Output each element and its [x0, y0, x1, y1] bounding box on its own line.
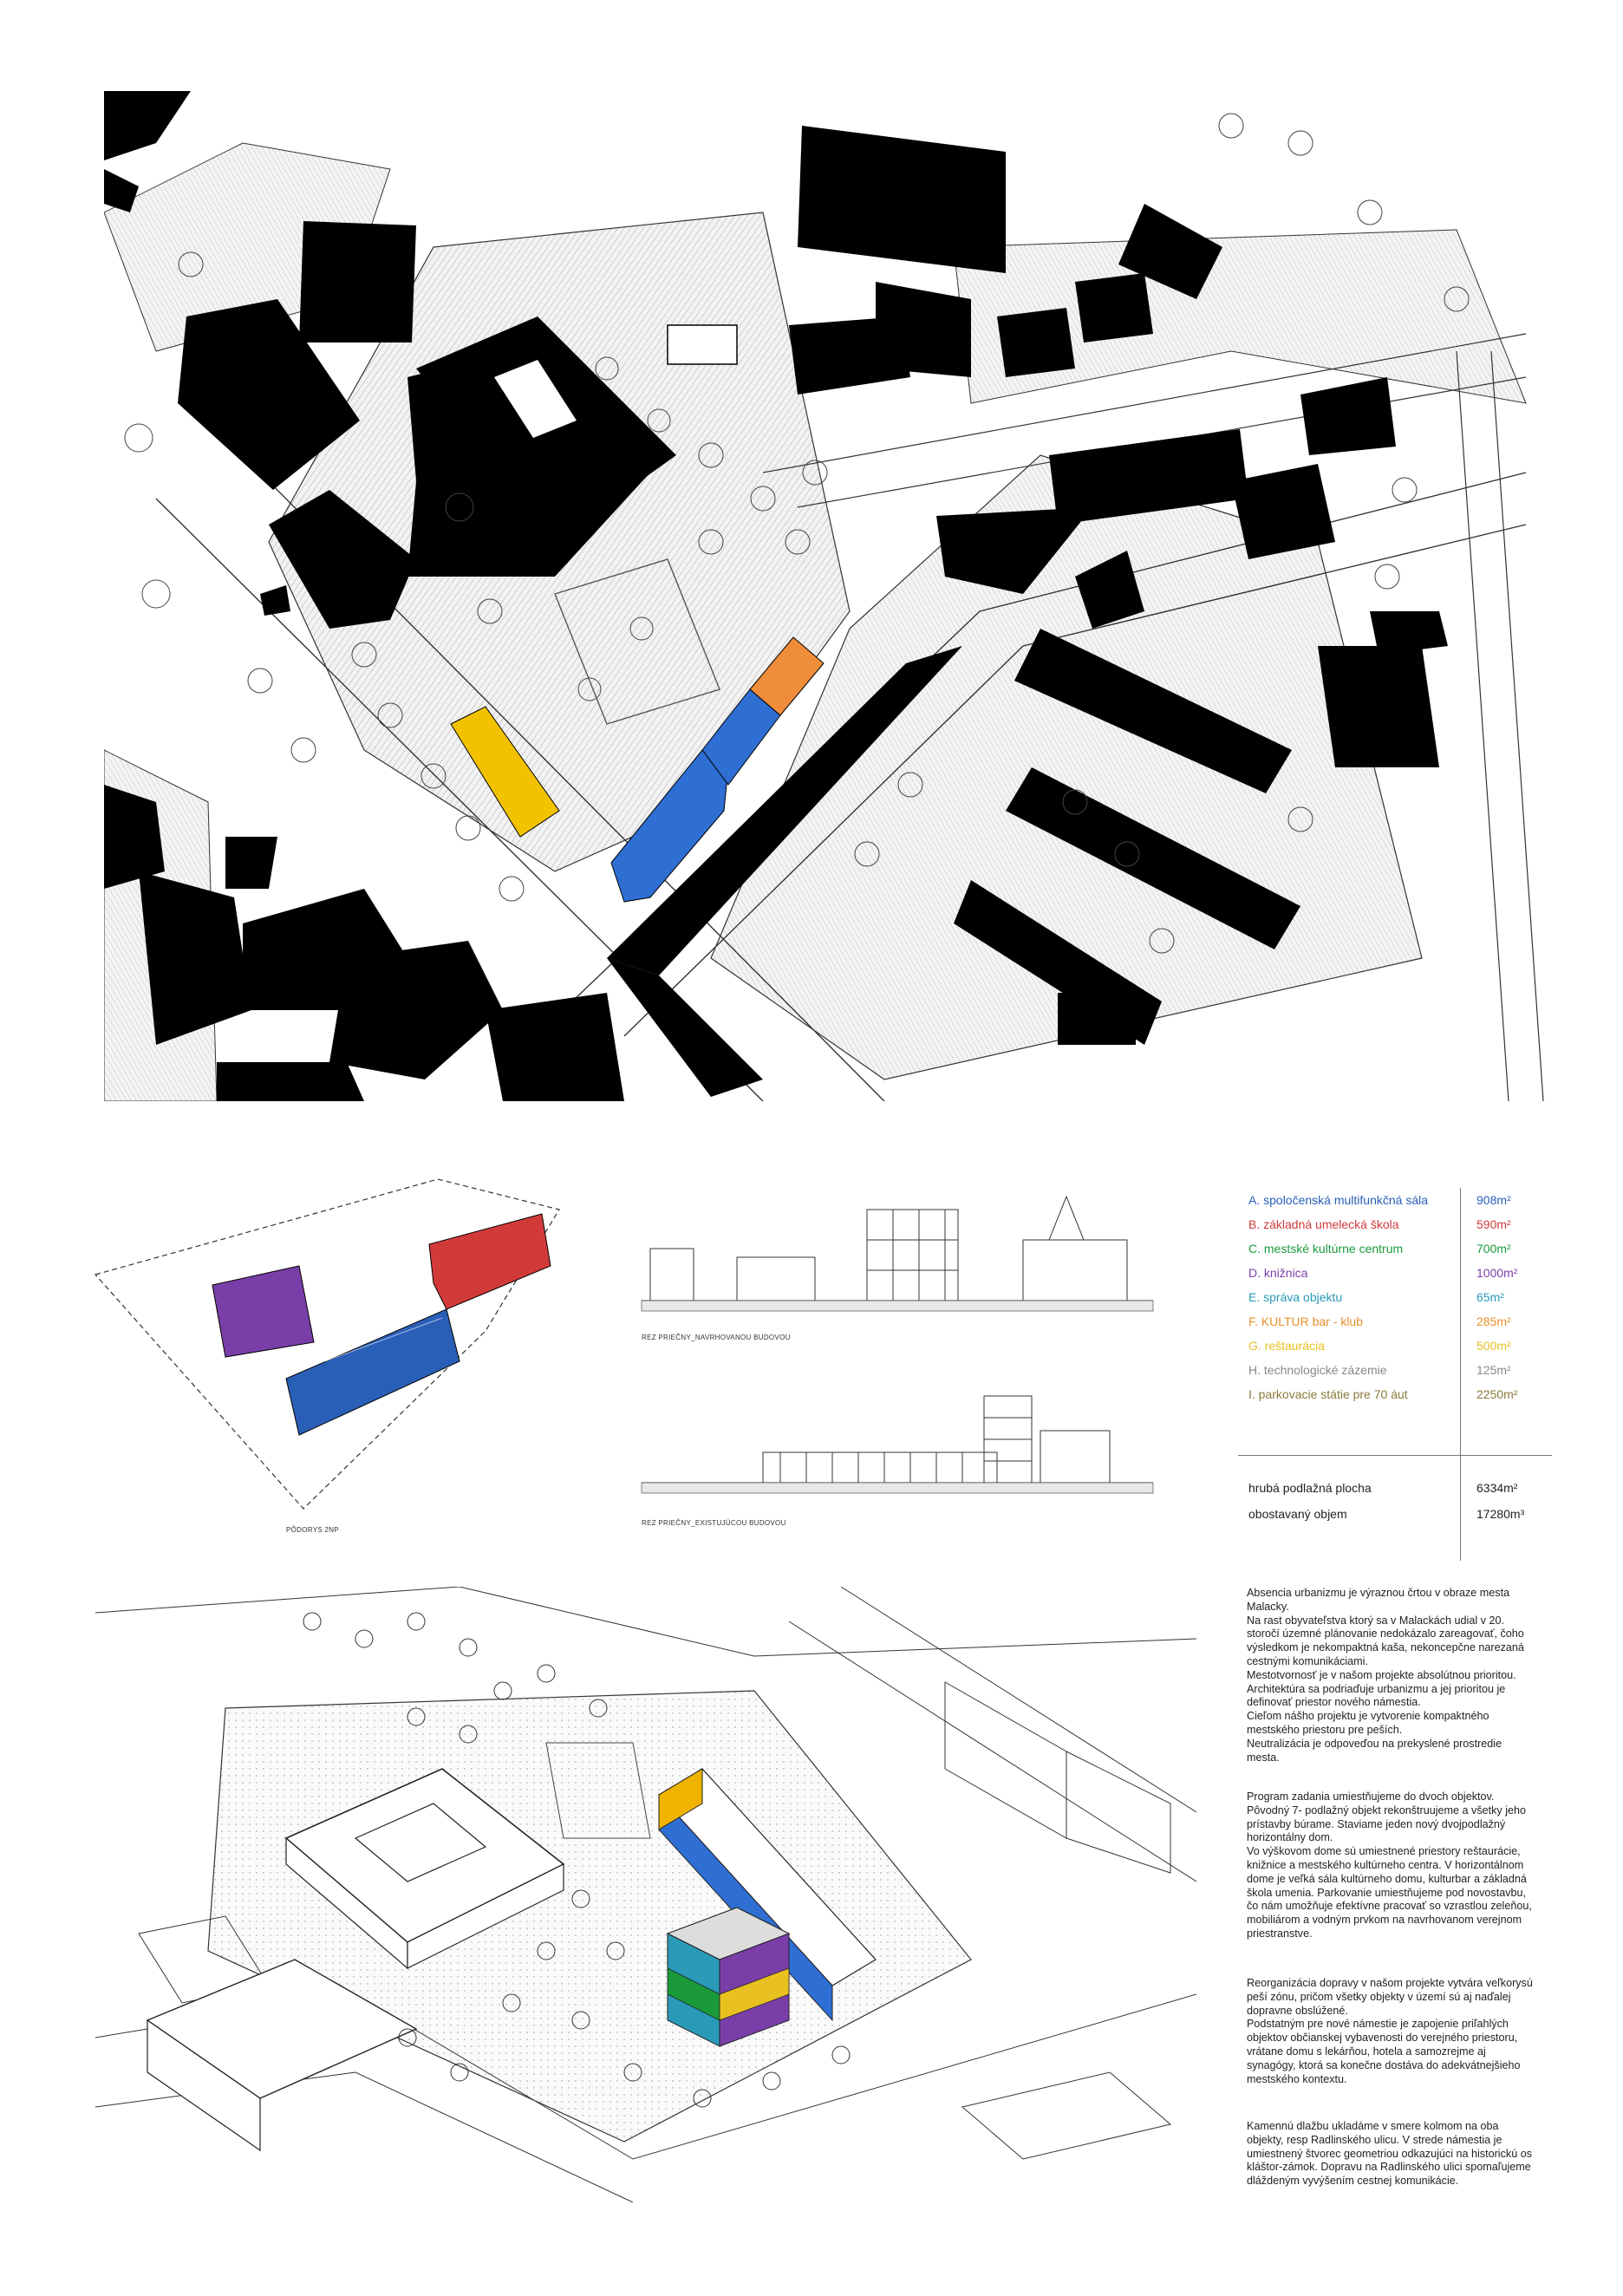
paragraph-program: Program zadania umiestňujeme do dvoch objektov. Pôvodný 7- podlažný objekt rekonštruujeme a všetky jeho prístavby búrame. Staviame jeden nový dvojpodlažný horizontálny dom. Vo výškovom dome sú umiestnené priestory reštaurácie, knižnice a mestského kultúrneho centra. V horizontálnom dome je veľká sála kultúrneho domu, kulturbar a základná škola umenia. Parkovanie umiestňujeme pod novostavbu, čo nám umožňuje efektívne pracovať so vzrastlou zeleňou, mobiliárom a vodným prvkom na navrhovanom verejnom priestranstve. [1247, 1790, 1532, 1940]
schedule-label: F. KULTUR bar - klub [1248, 1314, 1363, 1328]
plan-caption: PÔDORYS 2NP [286, 1526, 339, 1534]
schedule-label: I. parkovacie státie pre 70 áut [1248, 1387, 1408, 1401]
section-2-caption: REZ PRIEČNY_EXISTUJÚCOU BUDOVOU [642, 1519, 786, 1527]
schedule-label: H. technologické zázemie [1248, 1363, 1387, 1377]
paragraph-urbanism: Absencia urbanizmu je výraznou črtou v obraze mesta Malacky. Na rast obyvateľstva ktorý sa v Malackách udial v 20. storočí územné plánovanie nedokázalo zareagovať, čoho výsledkom je nekompaktná kaša, nekoncepčne narezaná cestnými komunikáciami. Mestotvornosť je v našom projekte absolútnou prioritou. Architektúra sa podriaďuje urbanizmu a jej prioritou je definovať priestor nového námestia. Cieľom nášho projektu je vytvorenie kompaktného mestského priestoru pre peších. Neutralizácia je odpoveďou na prekyslené prostredie mesta. [1247, 1587, 1524, 1764]
schedule-row [1238, 1212, 1552, 1238]
schedule-total-label: obostavaný objem [1248, 1507, 1347, 1521]
schedule-totals-line [1238, 1455, 1552, 1456]
area-schedule [1238, 1188, 1552, 1561]
schedule-total-value: 17280m³ [1476, 1507, 1525, 1521]
schedule-value: 700m² [1476, 1242, 1511, 1256]
schedule-row [1238, 1261, 1552, 1287]
schedule-label: B. základná umelecká škola [1248, 1217, 1399, 1231]
plans-and-sections [87, 1145, 1196, 1552]
schedule-value: 908m² [1476, 1193, 1511, 1207]
floor-plan-drawing [87, 1145, 1196, 1552]
schedule-row [1238, 1188, 1552, 1214]
schedule-label: D. knižnica [1248, 1266, 1308, 1280]
schedule-value: 1000m² [1476, 1266, 1518, 1280]
schedule-value: 590m² [1476, 1217, 1511, 1231]
site-plan-drawing [104, 91, 1545, 1101]
schedule-value: 125m² [1476, 1363, 1511, 1377]
schedule-row [1238, 1334, 1552, 1360]
schedule-label: E. správa objektu [1248, 1290, 1343, 1304]
schedule-value: 285m² [1476, 1314, 1511, 1328]
schedule-row [1238, 1285, 1552, 1311]
schedule-label: G. reštaurácia [1248, 1339, 1325, 1353]
schedule-total-row [1238, 1502, 1552, 1528]
description-text [1247, 1587, 1542, 2194]
schedule-total-row [1238, 1476, 1552, 1502]
schedule-value: 2250m² [1476, 1387, 1518, 1401]
axonometric-drawing [95, 1587, 1196, 2202]
paragraph-paving: Kamennú dlažbu ukladáme v smere kolmom na oba objekty, resp Radlinského ulicu. V strede námestia je umiestnený štvorec geometriou odkazujúci na historickú os kláštor-zámok. Dopravu na Radlinského ulici spomaľujeme dláždeným vyvýšením cestnej komunikácie. [1247, 2120, 1532, 2188]
schedule-value: 65m² [1476, 1290, 1504, 1304]
schedule-label: A. spoločenská multifunkčná sála [1248, 1193, 1428, 1207]
schedule-row [1238, 1309, 1552, 1335]
paragraph-traffic: Reorganizácia dopravy v našom projekte vytvára veľkorysú peší zónu, pričom všetky objekty v území sú aj naďalej dopravne obslúžené. Podstatným pre nové námestie je zapojenie priľahlých objektov občianskej vybavenosti do verejného priestoru, vrátane domu s lekárňou, hotela a samozrejme aj synagógy, ktorá sa konečne dostáva do adekvátnejšieho mestského kontextu. [1247, 1977, 1533, 2085]
schedule-total-value: 6334m² [1476, 1481, 1518, 1495]
site-plan [104, 91, 1545, 1101]
axonometric-view [95, 1587, 1196, 2202]
schedule-total-label: hrubá podlažná plocha [1248, 1481, 1372, 1495]
schedule-label: C. mestské kultúrne centrum [1248, 1242, 1404, 1256]
schedule-row [1238, 1358, 1552, 1384]
schedule-value: 500m² [1476, 1339, 1511, 1353]
schedule-row [1238, 1236, 1552, 1262]
schedule-row [1238, 1382, 1552, 1408]
section-1-caption: REZ PRIEČNY_NAVRHOVANOU BUDOVOU [642, 1334, 791, 1341]
